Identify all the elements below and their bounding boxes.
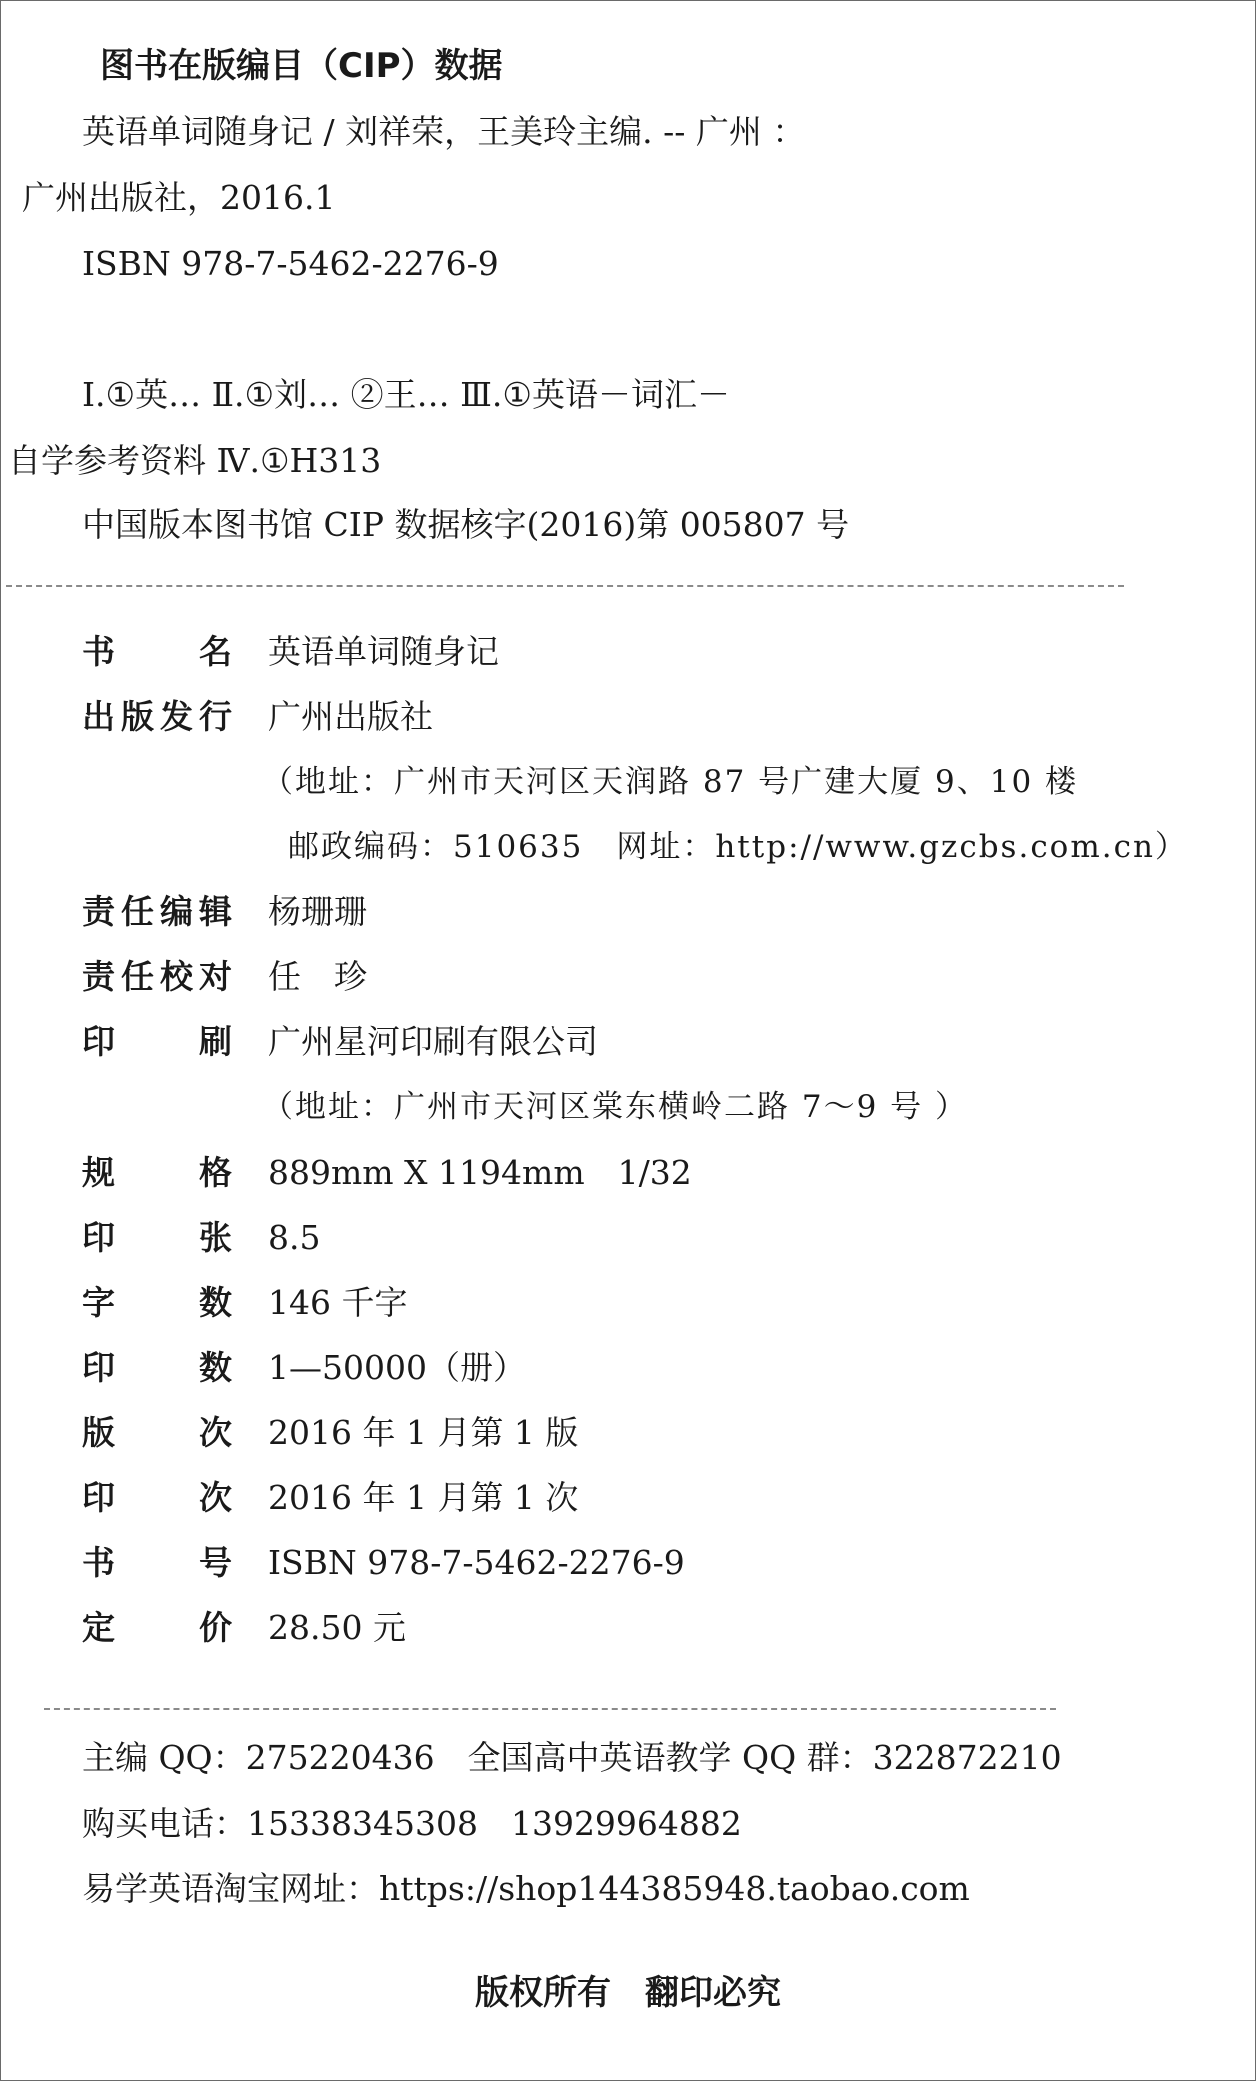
contact-taobao: 易学英语淘宝网址：https://shop144385948.taobao.com [82, 1869, 970, 1908]
printer-address: （地址：广州市天河区棠东横岭二路 7～9 号 ） [262, 1089, 969, 1125]
detail-value: 任 珍 [268, 957, 367, 996]
publisher-address-line1: （地址：广州市天河区天润路 87 号广建大厦 9、10 楼 [262, 764, 1079, 800]
detail-label: 印数 [82, 1348, 232, 1387]
detail-label: 规格 [82, 1153, 232, 1192]
detail-label: 定价 [82, 1608, 232, 1647]
contact-editor-qq: 主编 QQ：275220436 全国高中英语教学 QQ 群：322872210 [82, 1738, 1062, 1777]
detail-label: 书名 [82, 632, 232, 671]
detail-value: 广州星河印刷有限公司 [268, 1022, 598, 1061]
cip-line-isbn: ISBN 978-7-5462-2276-9 [82, 244, 499, 283]
divider-bottom [44, 1708, 1056, 1710]
detail-value: 2016 年 1 月第 1 版 [268, 1413, 579, 1452]
detail-value: 杨珊珊 [268, 892, 367, 931]
cip-line-classification: Ⅰ.①英… Ⅱ.①刘… ②王… Ⅲ.①英语－词汇－ [82, 375, 730, 414]
detail-label: 出版发行 [82, 697, 232, 736]
detail-value: ISBN 978-7-5462-2276-9 [268, 1543, 685, 1582]
detail-value: 28.50 元 [268, 1608, 406, 1647]
detail-value: 2016 年 1 月第 1 次 [268, 1478, 579, 1517]
cip-title: 图书在版编目（CIP）数据 [100, 46, 503, 86]
detail-label: 印张 [82, 1218, 232, 1257]
detail-label: 责任校对 [82, 957, 232, 996]
detail-value: 广州出版社 [268, 697, 433, 736]
contact-phone: 购买电话：15338345308 13929964882 [82, 1804, 742, 1843]
copyright-notice: 版权所有 翻印必究 [475, 1973, 781, 2013]
cip-line-title-authors: 英语单词随身记 / 刘祥荣，王美玲主编. -- 广州 ： [82, 112, 806, 151]
detail-label: 书号 [82, 1543, 232, 1582]
cip-line-publisher-date: 广州出版社，2016.1 [22, 178, 336, 217]
detail-label: 责任编辑 [82, 892, 232, 931]
detail-label: 印刷 [82, 1022, 232, 1061]
cip-line-record-number: 中国版本图书馆 CIP 数据核字(2016)第 005807 号 [82, 505, 850, 544]
detail-value: 英语单词随身记 [268, 632, 499, 671]
detail-value: 8.5 [268, 1218, 321, 1257]
publisher-address-line2: 邮政编码：510635 网址：http://www.gzcbs.com.cn） [288, 829, 1188, 865]
divider-top [6, 585, 1124, 587]
detail-value: 889mm X 1194mm 1/32 [268, 1153, 692, 1192]
detail-label: 版次 [82, 1413, 232, 1452]
detail-value: 1—50000（册） [268, 1348, 526, 1387]
detail-label: 字数 [82, 1283, 232, 1322]
detail-label: 印次 [82, 1478, 232, 1517]
detail-value: 146 千字 [268, 1283, 408, 1322]
cip-line-classification-cont: 自学参考资料 Ⅳ.①H313 [8, 441, 382, 480]
